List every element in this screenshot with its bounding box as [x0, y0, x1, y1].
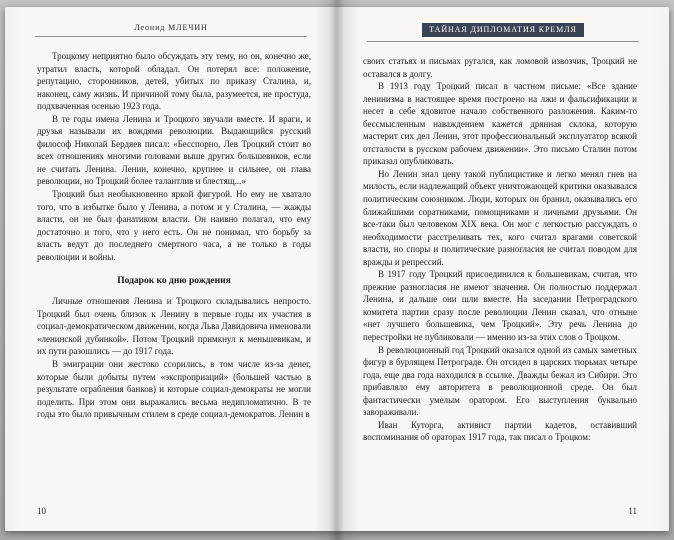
running-head-left	[35, 23, 307, 32]
header-highlight: ТАЙНАЯ ДИПЛОМАТИЯ КРЕМЛЯ	[422, 23, 583, 37]
section-heading: Подарок ко дню рождения	[117, 276, 231, 287]
paragraph: своих статьях и письмах ругался, как ломовой извозчик, Троцкий не оставался в долгу.	[363, 56, 637, 79]
paragraph: Личные отношения Ленина и Троцкого складывались непросто. Троцкий был очень близок к Ленину в первые годы их участия в социал-демократическом движении, когда Льва Давидовича именовали «ленинской дубинкой». Потом Троцкий примкнул к меньшевикам, и их пути разошлись — до 1917 года.	[37, 296, 311, 357]
paragraph: Но Ленин знал цену такой публицистике и легко менял гнев на милость, если надлежащий объект уничтожающей критики оказывался политическим союзником. Люди, которых он бранил, оказывались его ближайшими соратниками, помощниками и личными друзьями. Он все-таки был человеком XIX века. Он мог с легкостью рассуждать о необходимости расстреливать тех, кого считал врагами советской власти, но споры и политические разногласия не считал поводом для вражды и репрессий.	[363, 168, 637, 267]
right-page	[337, 7, 669, 531]
left-page	[5, 7, 337, 531]
header-rule-right	[367, 41, 639, 42]
right-page-text	[363, 55, 637, 444]
paragraph: В 1913 году Троцкий писал в частном письме: «Все здание ленинизма в настоящее время построено на лжи и фальсификации и несет в себе ядовитое начало собственного разложения. Каким-то бессмысленным наваждением кажется дрянная склока, которую мастерит сих дел Ленин, этот профессиональный эксплуататор всякой отсталости в русском рабочем движении». Это письмо Сталин потом приказал опубликовать.	[363, 81, 637, 167]
paragraph: В те годы имена Ленина и Троцкого звучали вместе. И враги, и друзья называли их вождями революции. Выдающийся русский философ Николай Бердяев писал: «Бесспорно, Лев Троцкий стоит во всех отношениях многими головами выше других большевиков, если не считать Ленина. Ленин, конечно, крупнее и сильнее, он глава революции, но Троцкий более талантлив и блестящ...»	[37, 113, 311, 187]
header-rule-left	[35, 36, 307, 37]
page-number-right: 11	[628, 506, 637, 516]
page-number-left: 10	[37, 506, 46, 516]
running-head-right	[367, 23, 639, 37]
paragraph: В 1917 году Троцкий присоединился к большевикам, считая, что прежние разногласия не имеют значения. Он полностью поддержал Ленина, и дальше они шли вместе. На заседании Петроградского комитета партии сразу после революции Ленин сказал, что отныне «нет лучшего большевика, чем Троцкий». Эту речь Ленина до перестройки не публиковали — именно из-за этих слов о Троцком.	[363, 269, 637, 343]
paragraph: Троцкому неприятно было обсуждать эту тему, но он, конечно же, утратил власть, которой обладал. Он потерял все: положение, репутацию, сторонников, детей, убитых по приказу Сталина, и, наконец, саму жизнь. И причиной тому была, разумеется, не простуда, подхваченная осенью 1923 года.	[37, 51, 311, 112]
open-book-pages	[5, 7, 669, 531]
left-page-text	[37, 50, 311, 421]
paragraph: Троцкий был необыкновенно яркой фигурой. Но ему не хватало того, что в избытке было у Ленина, а потом и у Сталина, — жажды власти, он не был фанатиком власти. Он наивно полагал, что ему достаточно и того, что у него есть. Он не понимал, что борьбу за власть ведут до последнего смертного часа, а не только в годы революции и войны.	[37, 189, 311, 262]
paragraph: Иван Куторга, активист партии кадетов, оставивший воспоминания об ораторах 1917 года, так писал о Троцком:	[363, 419, 637, 443]
paragraph: В эмиграции они жестоко ссорились, в том числе из-за денег, которые были добыты путем «экспроприаций» (большей частью в результате ограбления банков) и которые социал-демократы не могли поделить. При этом они выражались весьма недипломатично. В те годы это было привычным стилем в среде социал-демократов. Ленин в	[37, 359, 311, 420]
running-head-left-text: Леонид МЛЕЧИН	[134, 23, 208, 32]
paragraph: В революционный год Троцкий оказался одной из самых заметных фигур в бурлящем Петрограде. Он отсидел в царских тюрьмах четыре года, еще два года находился в ссылке. Дважды бежал из Сибири. Это прибавляло ему авторитета в революционной среде. Он был фантастически умелым оратором. Его выступления буквально завораживали.	[363, 344, 637, 418]
